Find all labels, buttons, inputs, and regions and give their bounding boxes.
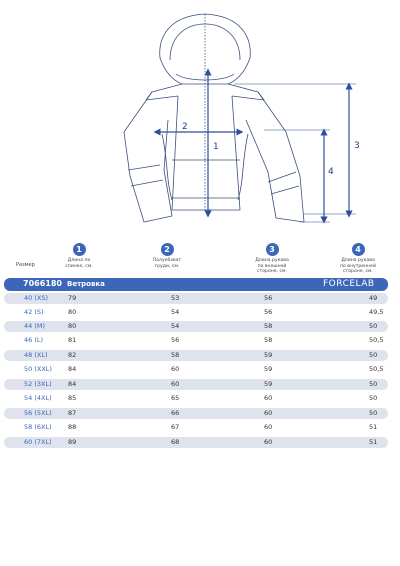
size-cell: 50 (XXL) xyxy=(24,365,52,373)
column-title-line: по внешней xyxy=(257,263,287,269)
size-cell: 60 (7XL) xyxy=(24,438,52,446)
sleeve-outer-cell: 60 xyxy=(264,409,273,417)
column-title-line: стороне, см. xyxy=(257,269,287,275)
length-cell: 81 xyxy=(68,336,77,344)
sleeve-outer-cell: 58 xyxy=(264,336,273,344)
table-row xyxy=(4,408,388,419)
product-code: 7066180 xyxy=(23,279,62,288)
sleeve-inner-cell: 50 xyxy=(369,394,378,402)
column-header-chest xyxy=(137,243,197,269)
size-cell: 52 (3XL) xyxy=(24,380,52,388)
length-cell: 84 xyxy=(68,380,77,388)
product-banner xyxy=(4,278,388,291)
column-title-line: по внутренней xyxy=(340,263,376,269)
measure-label-1: 1 xyxy=(213,142,219,152)
length-cell: 87 xyxy=(68,409,77,417)
sleeve-outer-cell: 56 xyxy=(264,294,273,302)
column-number-badge: 4 xyxy=(352,243,365,256)
measure-label-3: 3 xyxy=(354,141,360,151)
chest-cell: 68 xyxy=(171,438,180,446)
measure-label-4: 4 xyxy=(328,167,334,177)
sleeve-inner-cell: 50 xyxy=(369,409,378,417)
table-row xyxy=(4,321,388,332)
sleeve-outer-cell: 59 xyxy=(264,365,273,373)
sleeve-outer-cell: 58 xyxy=(264,322,273,330)
size-cell: 40 (XS) xyxy=(24,294,48,302)
column-number-badge: 2 xyxy=(161,243,174,256)
length-cell: 88 xyxy=(68,423,77,431)
sleeve-inner-cell: 50 xyxy=(369,322,378,330)
column-number-badge: 3 xyxy=(266,243,279,256)
column-title-line: стороне, см. xyxy=(343,269,373,275)
sleeve-inner-cell: 49,5 xyxy=(369,308,384,316)
chest-cell: 65 xyxy=(171,394,180,402)
column-title-line: Длина рукава xyxy=(341,258,375,263)
brand-name: FORCELAB xyxy=(323,279,375,289)
table-row xyxy=(4,307,388,318)
table-row xyxy=(4,350,388,361)
sleeve-inner-cell: 49 xyxy=(369,294,378,302)
sleeve-outer-cell: 60 xyxy=(264,423,273,431)
length-cell: 89 xyxy=(68,438,77,446)
column-header-sleeve-outer xyxy=(241,243,303,275)
sleeve-inner-cell: 51 xyxy=(369,438,378,446)
sleeve-outer-cell: 56 xyxy=(264,308,273,316)
chest-cell: 56 xyxy=(171,336,180,344)
column-header-sleeve-inner xyxy=(327,243,389,275)
sleeve-outer-cell: 59 xyxy=(264,351,273,359)
sleeve-inner-cell: 50,5 xyxy=(369,365,384,373)
table-row xyxy=(4,393,388,404)
size-cell: 58 (6XL) xyxy=(24,423,52,431)
size-column-header: Размер xyxy=(16,262,35,268)
chest-cell: 67 xyxy=(171,423,180,431)
column-title-line: спинке, см. xyxy=(65,263,93,269)
length-cell: 80 xyxy=(68,322,77,330)
column-title-line: Длина рукава xyxy=(255,258,289,263)
length-cell: 80 xyxy=(68,308,77,316)
product-name: Ветровка xyxy=(67,280,105,288)
chest-cell: 60 xyxy=(171,380,180,388)
chest-cell: 54 xyxy=(171,322,180,330)
measure-label-2: 2 xyxy=(182,122,188,132)
size-cell: 46 (L) xyxy=(24,336,44,344)
sleeve-inner-cell: 50 xyxy=(369,351,378,359)
length-cell: 79 xyxy=(68,294,77,302)
size-cell: 56 (5XL) xyxy=(24,409,52,417)
size-cell: 42 (S) xyxy=(24,308,44,316)
sleeve-outer-cell: 60 xyxy=(264,394,273,402)
sleeve-outer-cell: 60 xyxy=(264,438,273,446)
size-cell: 44 (M) xyxy=(24,322,46,330)
size-cell: 54 (4XL) xyxy=(24,394,52,402)
column-title-line: Длина по xyxy=(67,258,91,263)
sleeve-outer-cell: 59 xyxy=(264,380,273,388)
sleeve-inner-cell: 50 xyxy=(369,380,378,388)
column-title-line: Полуобхват xyxy=(152,258,182,263)
table-row xyxy=(4,422,388,433)
chest-cell: 60 xyxy=(171,365,180,373)
chest-cell: 53 xyxy=(171,294,180,302)
table-row xyxy=(4,293,388,304)
length-cell: 85 xyxy=(68,394,77,402)
length-cell: 82 xyxy=(68,351,77,359)
chest-cell: 54 xyxy=(171,308,180,316)
chest-cell: 58 xyxy=(171,351,180,359)
table-row xyxy=(4,364,388,375)
column-title-line: груди, см. xyxy=(154,263,180,269)
sleeve-inner-cell: 51 xyxy=(369,423,378,431)
sleeve-inner-cell: 50,5 xyxy=(369,336,384,344)
column-number-badge: 1 xyxy=(73,243,86,256)
table-row xyxy=(4,335,388,346)
table-row xyxy=(4,437,388,448)
length-cell: 84 xyxy=(68,365,77,373)
size-cell: 48 (XL) xyxy=(24,351,48,359)
column-header-length xyxy=(49,243,109,269)
jacket-sketch xyxy=(0,0,400,232)
chest-cell: 66 xyxy=(171,409,180,417)
table-row xyxy=(4,379,388,390)
